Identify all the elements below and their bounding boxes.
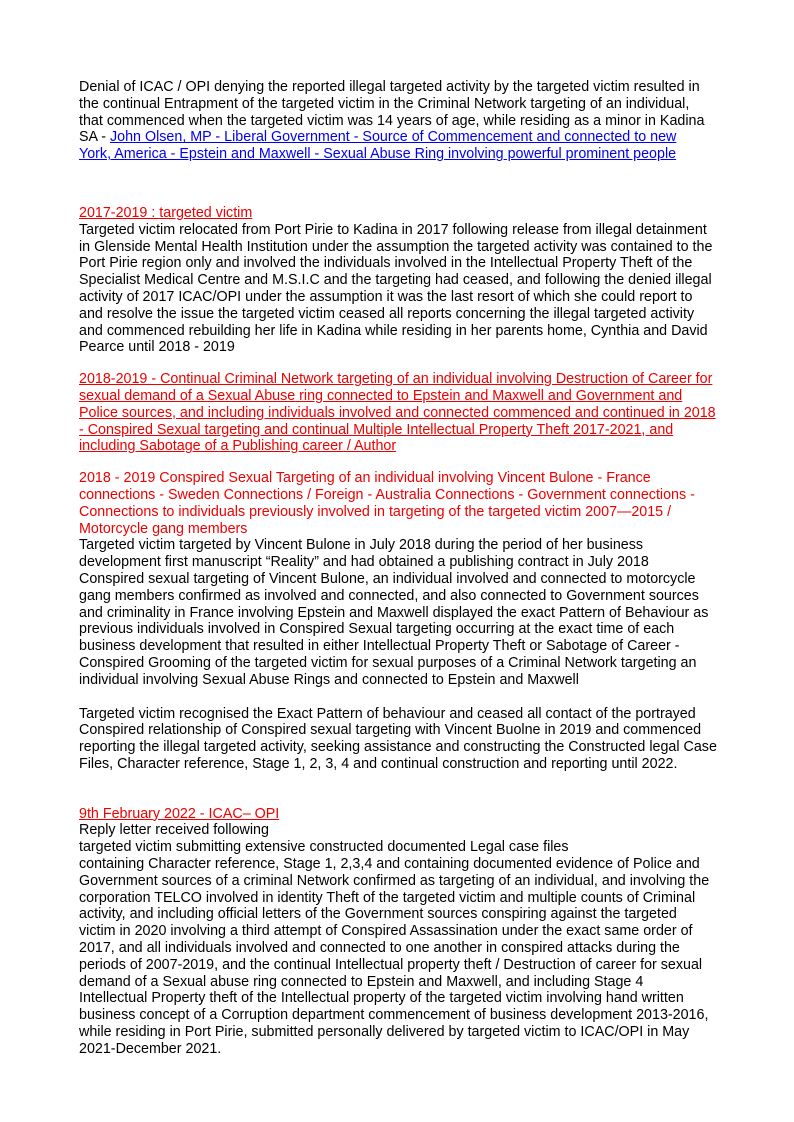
section-2022-line2: targeted victim submitting extensive constructed documented Legal case files	[79, 839, 569, 856]
section-2022	[79, 806, 719, 1058]
intro-paragraph	[79, 79, 709, 163]
section-2022-heading-link[interactable]: 9th February 2022 - ICAC– OPI	[79, 805, 280, 822]
section-2018-bulone-body: Targeted victim targeted by Vincent Bulone in July 2018 during the period of her business development first manuscript “Reality” and had obtained a publishing contract in July 2018 Conspired sexual targeting of Vincent Bulone, an individual involved and connected to motorcycle gang members confirmed as involved and connected, and also connected to Government sources and criminality in France involving Epstein and Maxwell displayed the exact Pattern of Behaviour as previous individuals involved in Conspired Sexual targeting occurring at the exact time of each business development that resulted in either Intellectual Property Theft or Sabotage of Career - Conspired Grooming of the targeted victim for sexual purposes of a Criminal Network targeting an individual involving Sexual Abuse Rings and connected to Epstein and Maxwell	[79, 537, 709, 688]
section-2018-link[interactable]: 2018-2019 - Continual Criminal Network targeting of an individual involving Destruction of Career for sexual demand of a Sexual Abuse ring connected to Epstein and Maxwell and Government and Police sources, and including individuals involved and connected commenced and continued in 2018 - Conspired Sexual targeting and continual Multiple Intellectual Property Theft 2017-2021, and including Sabotage of a Publishing career / Author	[79, 371, 716, 455]
section-2022-line1: Reply letter received following	[79, 822, 269, 839]
section-2022-body: containing Character reference, Stage 1, 2,3,4 and containing documented evidence of Police and Government sources of a criminal Network confirmed as targeting of an individual, and involving the corporation TELCO involved in identity Theft of the targeted victim and multiple counts of Criminal activity, and including official letters of the Government sources conspiring against the targeted victim in 2020 involving a third attempt of Conspired Assassination under the exact same order of 2017, and all individuals involved and connected to one another in conspired attacks during the periods of 2007-2019, and the continual Intellectual property theft / Destruction of career for sexual demand of a Sexual abuse ring connected to Epstein and Maxwell, and including Stage 4 Intellectual Property theft of the Intellectual property of the targeted victim involving hand written business concept of a Corruption department commencement of business development 2013-2016, while residing in Port Pirie, submitted personally delivered by targeted victim to ICAC/OPI in May 2021-December 2021.	[79, 856, 710, 1057]
document-page	[79, 79, 719, 1058]
section-2018-bulone	[79, 470, 719, 688]
section-2017-heading-link[interactable]: 2017-2019 : targeted victim	[79, 204, 253, 221]
section-2017-heading	[79, 205, 719, 222]
section-pattern-body: Targeted victim recognised the Exact Pattern of behaviour and ceased all contact of the portrayed Conspired relationship of Conspired sexual targeting with Vincent Buolne in 2019 and commenced reporting the illegal targeted activity, seeking assistance and constructing the Constructed legal Case Files, Character reference, Stage 1, 2, 3, 4 and continual construction and reporting until 2022.	[79, 705, 717, 772]
section-2022-heading	[79, 806, 719, 823]
section-2017	[79, 205, 719, 356]
section-2017-body: Targeted victim relocated from Port Pirie to Kadina in 2017 following release from illegal detainment in Glenside Mental Health Institution under the assumption the targeted activity was contained to the Port Pirie region only and involved the individuals involved in the Intellectual Property Theft of the Specialist Medical Centre and M.S.I.C and the targeting had ceased, and following the denied illegal activity of 2017 ICAC/OPI under the assumption it was the last resort of which she could report to and resolve the issue the targeted victim ceased all reports concerning the illegal targeted activity and commenced rebuilding her life in Kadina while residing in her parents home, Cynthia and David Pearce until 2018 - 2019	[79, 221, 713, 356]
intro-text: Denial of ICAC / OPI denying the reported illegal targeted activity by the targeted victim resulted in the continual Entrapment of the targeted victim in the Criminal Network targeting of an individual, that commenced when the targeted victim was 14 years of age, while residing as a minor in Kadina SA -	[79, 79, 705, 146]
section-2018-bulone-heading: 2018 - 2019 Conspired Sexual Targeting of an individual involving Vincent Bulone - France connections - Sweden Connections / Foreign - Australia Connections - Government connections - Connections to individuals previously involved in targeting of the targeted victim 2007—2015 / Motorcycle gang members	[79, 470, 695, 537]
intro-link[interactable]: John Olsen, MP - Liberal Government - Source of Commencement and connected to new York, America - Epstein and Maxwell - Sexual Abuse Ring involving powerful prominent people	[79, 129, 677, 163]
section-2018-link-paragraph	[79, 371, 719, 455]
